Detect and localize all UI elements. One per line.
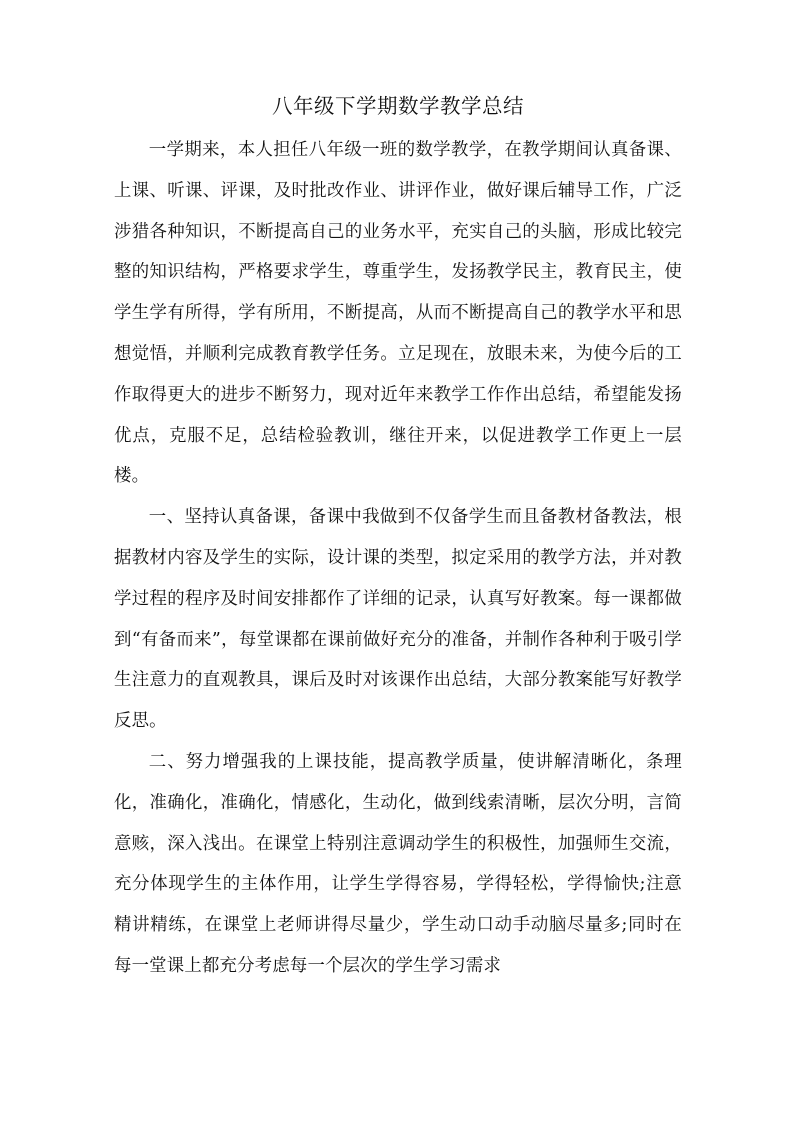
paragraph-intro: 一学期来，本人担任八年级一班的数学教学，在教学期间认真备课、上课、听课、评课，及时批改作业、讲评作业，做好课后辅导工作，广泛涉猎各种知识，不断提高自己的业务水平，充实自己的头脑，形成比较完整的知识结构，严格要求学生，尊重学生，发扬教学民主，教育民主，使学生学有所得，学有所用，不断提高，从而不断提高自己的教学水平和思想觉悟，并顺利完成教育教学任务。立足现在，放眼未来，为使今后的工作取得更大的进步不断努力，现对近年来教学工作作出总结，希望能发扬优点，克服不足，总结检验教训，继往开来，以促进教学工作更上一层楼。 (114, 140, 682, 487)
paragraph-preparation: 一、坚持认真备课，备课中我做到不仅备学生而且备教材备教法，根据教材内容及学生的实际，设计课的类型，拟定采用的教学方法，并对教学过程的程序及时间安排都作了详细的记录，认真写好教案。每一课都做到“有备而来”，每堂课都在课前做好充分的准备，并制作各种利于吸引学生注意力的直观教具，课后及时对该课作出总结，大部分教案能写好教学反思。 (114, 507, 682, 732)
document-page (114, 92, 682, 987)
document-title: 八年级下学期数学教学总结 (272, 94, 524, 118)
paragraph-teaching-skills: 二、努力增强我的上课技能，提高教学质量，使讲解清晰化，条理化，准确化，准确化，情感化，生动化，做到线索清晰，层次分明，言简意赅，深入浅出。在课堂上特别注意调动学生的积极性，加强师生交流，充分体现学生的主体作用，让学生学得容易，学得轻松，学得愉快;注意精讲精练，在课堂上老师讲得尽量少，学生动口动手动脑尽量多;同时在每一堂课上都充分考虑每一个层次的学生学习需求 (114, 751, 682, 976)
